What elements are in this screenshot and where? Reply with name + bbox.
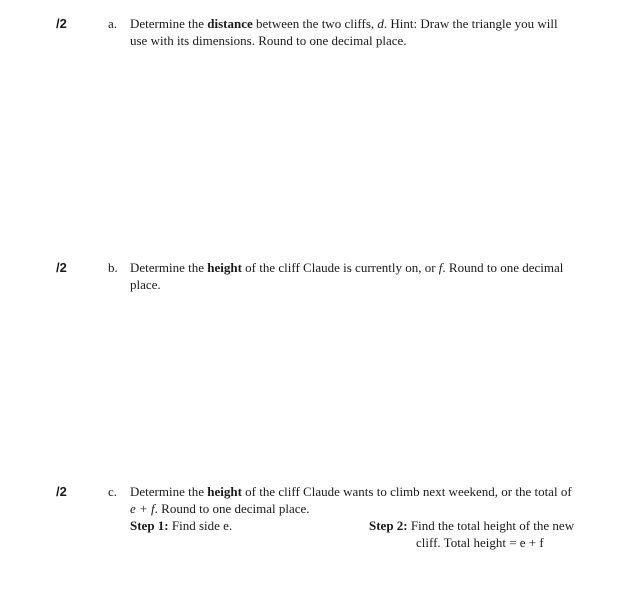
- question-a-tail: . Hint: Draw the triangle you will: [383, 16, 558, 31]
- marks-c: /2: [56, 484, 67, 499]
- marks-b: /2: [56, 260, 67, 275]
- question-c-line-1: [130, 483, 572, 500]
- question-c-variable: e + f: [130, 501, 155, 516]
- question-c-after: of the cliff Claude wants to climb next weekend, or the total of: [241, 484, 572, 499]
- question-a-variable: d: [377, 16, 384, 31]
- step-1: [130, 517, 232, 534]
- question-b-line-1: [130, 259, 563, 276]
- step-2-text-2: cliff. Total height = e + f: [416, 535, 544, 550]
- question-b-line-2: place.: [130, 277, 161, 292]
- question-letter-b: b.: [108, 260, 118, 275]
- question-letter-a: a.: [108, 16, 118, 31]
- question-b-keyword: height: [207, 260, 242, 275]
- question-b-variable: f: [438, 260, 443, 275]
- step-1-label: Step 1:: [130, 518, 169, 533]
- step-2-text: Find the total height of the new: [407, 518, 575, 533]
- question-a-before: Determine the: [130, 16, 208, 31]
- question-a-text: [130, 15, 558, 49]
- question-c-keyword: height: [207, 484, 242, 499]
- question-c-tail: . Round to one decimal place.: [154, 501, 310, 516]
- question-b-tail: . Round to one decimal: [442, 260, 564, 275]
- question-c-text: [130, 483, 572, 517]
- question-a-keyword: distance: [207, 16, 253, 31]
- question-a-line-2: use with its dimensions. Round to one decimal place.: [130, 33, 407, 48]
- question-b-after: of the cliff Claude is currently on, or: [241, 260, 439, 275]
- step-1-text: Find side e.: [168, 518, 233, 533]
- question-b-before: Determine the: [130, 260, 208, 275]
- step-2: [369, 517, 574, 551]
- marks-a: /2: [56, 16, 67, 31]
- question-letter-c: c.: [108, 484, 118, 499]
- question-c-line-2: [130, 500, 572, 517]
- question-a-line-1: [130, 15, 558, 32]
- step-2-label: Step 2:: [369, 518, 408, 533]
- question-c-before: Determine the: [130, 484, 208, 499]
- question-b-text: [130, 259, 563, 293]
- question-a-after: between the two cliffs,: [252, 16, 378, 31]
